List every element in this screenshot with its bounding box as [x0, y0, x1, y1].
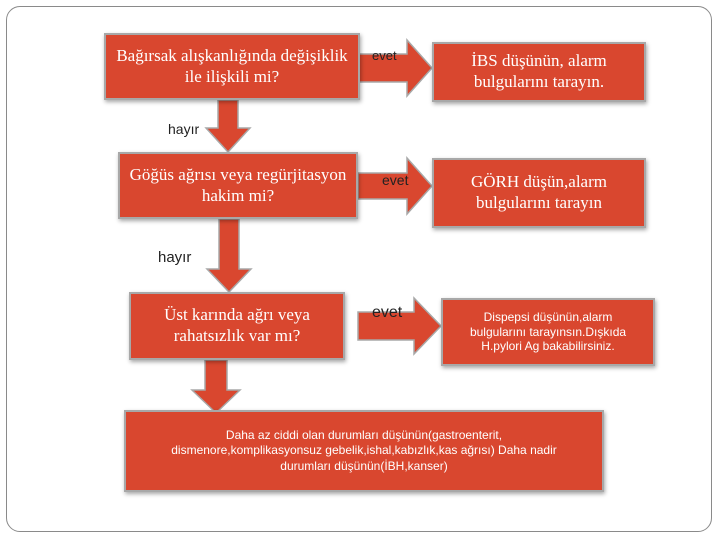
final-text: Daha az ciddi olan durumları düşünün(gastroenterit, dismenore,komplikasyonsuz gebelik,ishal,kabızlık,kas ağrısı) Daha nadir durumları düşünün(İBH,kanser) [171, 427, 557, 473]
answer-2-text: GÖRH düşün,alarm bulgularını tarayın [471, 172, 607, 212]
question-2-box [118, 152, 358, 219]
answer-1-text: İBS düşünün, alarm bulgularını tarayın. [471, 51, 607, 91]
q1-no-label: hayır [168, 121, 200, 137]
arrow-q2-no [207, 219, 251, 292]
q2-yes-label: evet [382, 172, 409, 188]
question-3-box [129, 292, 345, 360]
answer-3-box [441, 298, 655, 366]
arrow-q1-no [206, 100, 250, 152]
question-3-text: Üst karında ağrı veya rahatsızlık var mı? [164, 305, 310, 345]
question-1-box [104, 33, 360, 100]
final-box [124, 410, 604, 492]
q2-no-label: hayır [158, 249, 192, 266]
question-2-text: Göğüs ağrısı veya regürjitasyon hakim mi? [129, 164, 347, 205]
arrow-q3-no [192, 360, 240, 413]
q1-yes-label: evet [372, 48, 397, 63]
answer-2-box [432, 158, 646, 228]
q3-yes-label: evet [372, 304, 403, 321]
answer-3-text: Dispepsi düşünün,alarm bulgularını tarayınsın.Dışkıda H.pylori Ag bakabilirsiniz. [469, 310, 627, 354]
answer-1-box [432, 42, 646, 102]
question-1-text: Bağırsak alışkanlığında değişiklik ile ilişkili mi? [116, 45, 348, 86]
